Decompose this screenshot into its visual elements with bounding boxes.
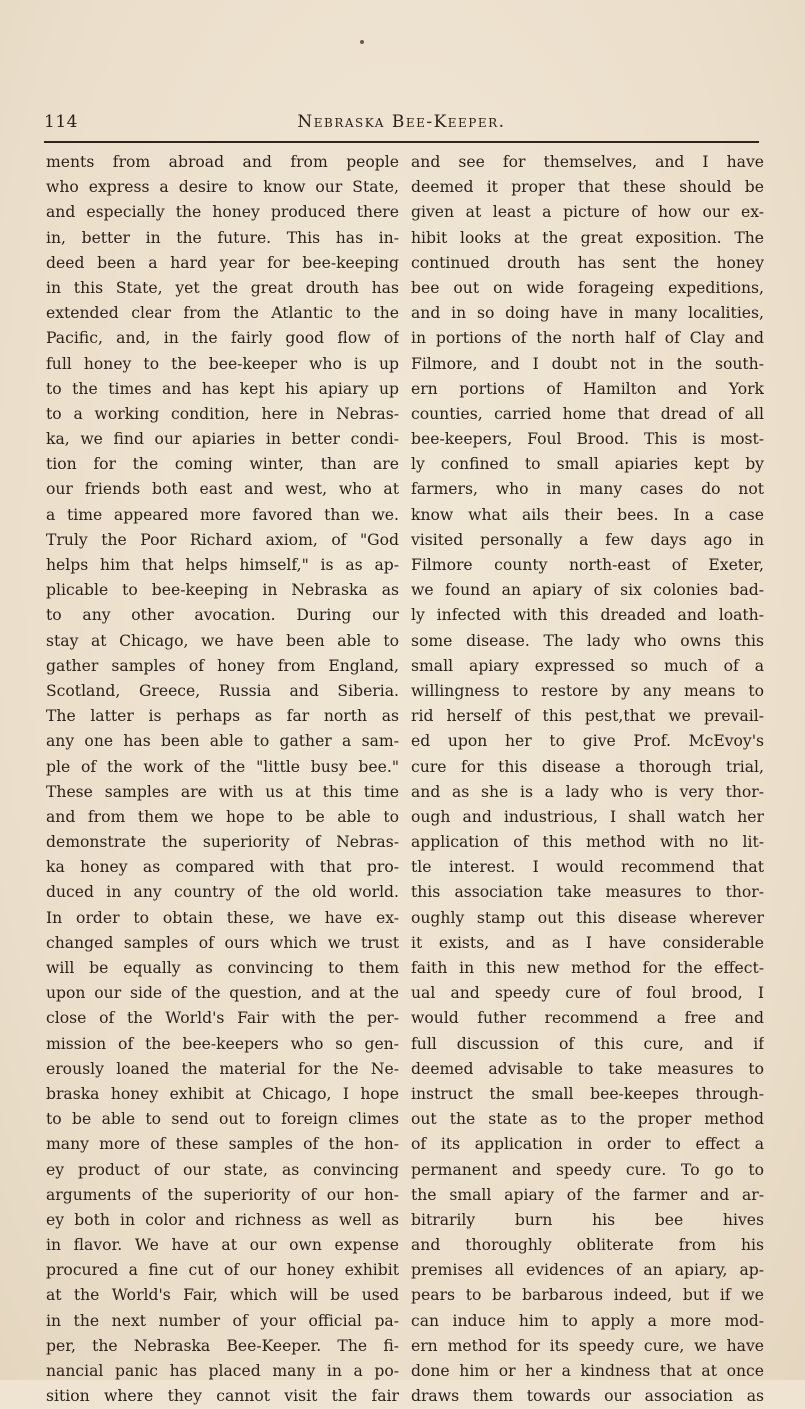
text-line: our friends both east and west, who at xyxy=(46,480,399,499)
text-line: Filmore, and I doubt not in the south- xyxy=(411,354,764,373)
text-line: in, better in the future. This has in- xyxy=(46,228,399,247)
text-line: bitrarily burn his bee hives xyxy=(411,1210,764,1229)
text-line: ly confined to small apiaries kept by xyxy=(411,455,764,474)
text-line: we found an apiary of six colonies bad- xyxy=(411,581,764,600)
text-line: stay at Chicago, we have been able to xyxy=(46,631,399,650)
text-line: and see for themselves, and I have xyxy=(411,153,764,171)
text-line: helps him that helps himself," is as ap- xyxy=(46,556,399,574)
text-line: braska honey exhibit at Chicago, I hope xyxy=(46,1084,399,1103)
text-line: ly infected with this dreaded and loath- xyxy=(411,606,764,625)
text-line: These samples are with us at this time xyxy=(46,782,399,801)
text-line: duced in any country of the old world. xyxy=(46,883,399,902)
text-line: ments from abroad and from people xyxy=(46,153,399,171)
text-line: mission of the bee-keepers who so gen- xyxy=(46,1034,399,1053)
text-line: it exists, and as I have considerable xyxy=(411,933,764,952)
text-line: to the times and has kept his apiary up xyxy=(46,379,399,398)
text-line: of its application in order to effect a xyxy=(411,1135,764,1154)
text-line: instruct the small bee-keepes through- xyxy=(411,1084,764,1103)
page-header xyxy=(44,112,759,142)
text-line: premises all evidences of an apiary, ap- xyxy=(411,1261,764,1280)
text-line: in the next number of your official pa- xyxy=(46,1311,399,1330)
text-line: ough and industrious, I shall watch her xyxy=(411,807,764,826)
text-line: and from them we hope to be able to xyxy=(46,807,399,826)
text-line: and in so doing have in many localities, xyxy=(411,304,764,323)
text-line: Scotland, Greece, Russia and Siberia. xyxy=(46,681,399,700)
text-line: gather samples of honey from England, xyxy=(46,656,399,675)
text-line: The latter is perhaps as far north as xyxy=(46,707,399,726)
text-line: visited personally a few days ago in xyxy=(411,530,764,549)
text-line: farmers, who in many cases do not xyxy=(411,480,764,499)
text-line: many more of these samples of the hon- xyxy=(46,1135,399,1154)
text-line: In order to obtain these, we have ex- xyxy=(46,908,399,927)
page-number: 114 xyxy=(44,112,78,132)
text-line: ka, we find our apiaries in better condi- xyxy=(46,430,399,449)
left-column xyxy=(46,150,399,1409)
text-line: ed upon her to give Prof. McEvoy's xyxy=(411,732,764,751)
text-line: changed samples of ours which we trust xyxy=(46,933,399,952)
text-line: plicable to bee-keeping in Nebraska as xyxy=(46,581,399,600)
text-line: full discussion of this cure, and if xyxy=(411,1034,764,1053)
text-line: rid herself of this pest,that we prevail- xyxy=(411,707,764,726)
text-line: draws them towards our association as xyxy=(411,1387,764,1406)
text-line: willingness to restore by any means to xyxy=(411,681,764,700)
text-line: ka honey as compared with that pro- xyxy=(46,858,399,877)
right-column xyxy=(411,150,764,1409)
text-line: permanent and speedy cure. To go to xyxy=(411,1160,764,1179)
text-line: bee-keepers, Foul Brood. This is most- xyxy=(411,430,764,449)
text-line: bee out on wide forageing expeditions, xyxy=(411,278,764,297)
ink-speck xyxy=(360,40,364,44)
text-line: ual and speedy cure of foul brood, I xyxy=(411,984,764,1003)
text-line: and as she is a lady who is very thor- xyxy=(411,782,764,801)
text-line: a time appeared more favored than we. xyxy=(46,505,399,524)
text-line: pears to be barbarous indeed, but if we xyxy=(411,1286,764,1305)
text-line: know what ails their bees. In a case xyxy=(411,505,764,524)
text-line: to be able to send out to foreign climes xyxy=(46,1110,399,1129)
text-line: upon our side of the question, and at the xyxy=(46,984,399,1003)
text-line: deemed it proper that these should be xyxy=(411,178,764,197)
text-line: will be equally as convincing to them xyxy=(46,959,399,977)
text-line: given at least a picture of how our ex- xyxy=(411,203,764,222)
text-line: ern method for its speedy cure, we have xyxy=(411,1336,764,1355)
text-line: Truly the Poor Richard axiom, of "God xyxy=(46,530,399,549)
text-line: Filmore county north-east of Exeter, xyxy=(411,556,764,574)
text-line: extended clear from the Atlantic to the xyxy=(46,304,399,323)
text-line: some disease. The lady who owns this xyxy=(411,631,764,650)
text-line: in portions of the north half of Clay and xyxy=(411,329,764,348)
text-line: close of the World's Fair with the per- xyxy=(46,1009,399,1028)
text-line: ple of the work of the "little busy bee." xyxy=(46,757,399,776)
text-line: at the World's Fair, which will be used xyxy=(46,1286,399,1305)
text-line: full honey to the bee-keeper who is up xyxy=(46,354,399,373)
text-line: done him or her a kindness that at once xyxy=(411,1362,764,1380)
text-line: can induce him to apply a more mod- xyxy=(411,1311,764,1330)
text-line: erously loaned the material for the Ne- xyxy=(46,1059,399,1078)
text-line: out the state as to the proper method xyxy=(411,1110,764,1129)
text-line: who express a desire to know our State, xyxy=(46,178,399,197)
text-line: and thoroughly obliterate from his xyxy=(411,1236,764,1255)
text-line: small apiary expressed so much of a xyxy=(411,656,764,675)
text-line: to a working condition, here in Nebras- xyxy=(46,404,399,423)
text-line: the small apiary of the farmer and ar- xyxy=(411,1185,764,1204)
text-line: Pacific, and, in the fairly good flow of xyxy=(46,329,399,348)
text-line: and especially the honey produced there xyxy=(46,203,399,222)
text-line: deemed advisable to take measures to xyxy=(411,1059,764,1078)
text-line: hibit looks at the great exposition. The xyxy=(411,228,764,247)
text-line: continued drouth has sent the honey xyxy=(411,253,764,272)
text-line: deed been a hard year for bee-keeping xyxy=(46,253,399,272)
text-line: any one has been able to gather a sam- xyxy=(46,732,399,751)
header-rule xyxy=(44,141,759,143)
text-line: ern portions of Hamilton and York xyxy=(411,379,764,398)
text-line: nancial panic has placed many in a po- xyxy=(46,1362,399,1380)
text-line: would futher recommend a free and xyxy=(411,1009,764,1028)
text-line: sition where they cannot visit the fair xyxy=(46,1387,399,1406)
text-line: faith in this new method for the effect- xyxy=(411,959,764,977)
text-line: tle interest. I would recommend that xyxy=(411,858,764,877)
running-title: Nebraska Bee-Keeper. xyxy=(297,112,506,132)
text-line: ey both in color and richness as well as xyxy=(46,1210,399,1229)
text-line: arguments of the superiority of our hon- xyxy=(46,1185,399,1204)
text-line: oughly stamp out this disease wherever xyxy=(411,908,764,927)
text-line: in this State, yet the great drouth has xyxy=(46,278,399,297)
text-line: in flavor. We have at our own expense xyxy=(46,1236,399,1255)
text-line: ey product of our state, as convincing xyxy=(46,1160,399,1179)
text-line: per, the Nebraska Bee-Keeper. The fi- xyxy=(46,1336,399,1355)
text-line: procured a fine cut of our honey exhibit xyxy=(46,1261,399,1280)
text-line: cure for this disease a thorough trial, xyxy=(411,757,764,776)
text-line: application of this method with no lit- xyxy=(411,833,764,852)
text-line: counties, carried home that dread of all xyxy=(411,404,764,423)
text-line: this association take measures to thor- xyxy=(411,883,764,902)
text-line: to any other avocation. During our xyxy=(46,606,399,625)
text-line: demonstrate the superiority of Nebras- xyxy=(46,833,399,852)
text-line: tion for the coming winter, than are xyxy=(46,455,399,474)
